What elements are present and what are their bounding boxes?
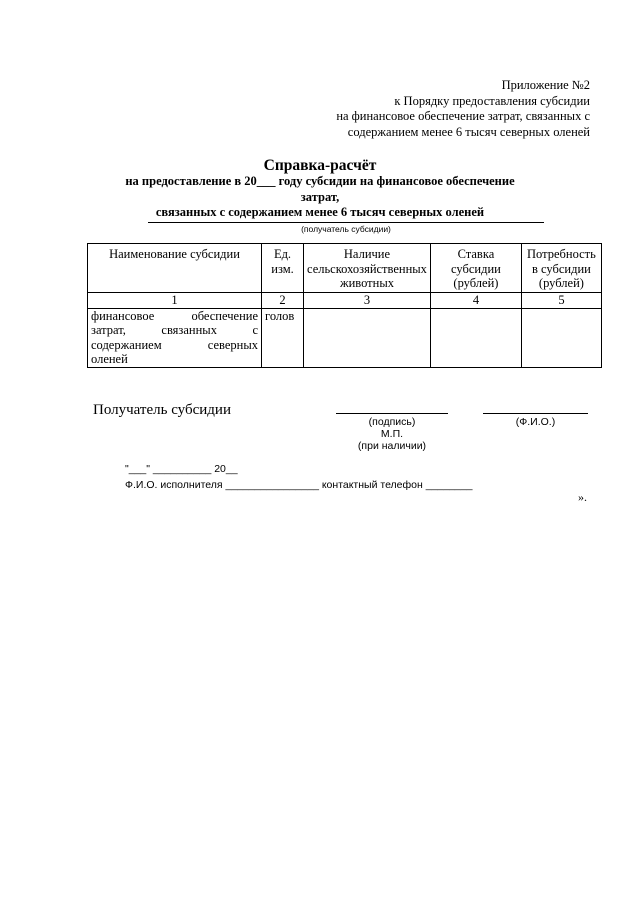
subsidy-name-line: затрат, связанных с bbox=[91, 323, 258, 337]
unit-cell: голов bbox=[262, 308, 304, 367]
appendix-line: содержанием менее 6 тысяч северных оленей bbox=[347, 124, 590, 139]
end-mark: ». bbox=[578, 490, 587, 504]
executor-line bbox=[125, 479, 472, 491]
document-subtitle bbox=[120, 174, 520, 221]
table-header-row bbox=[88, 244, 602, 293]
fio-blank-line bbox=[483, 413, 588, 414]
appendix-line: на финансовое обеспечение затрат, связанных с bbox=[336, 109, 590, 123]
availability-cell bbox=[304, 308, 431, 367]
table-row bbox=[88, 308, 602, 367]
phone-blank: ________ bbox=[425, 479, 473, 491]
calculation-table bbox=[87, 243, 602, 368]
subsidy-name-line: оленей bbox=[91, 352, 128, 366]
column-number: 1 bbox=[88, 293, 262, 309]
subsidy-recipient-label: Получатель субсидии bbox=[93, 402, 231, 418]
header-need: Потребность в субсидии (рублей) bbox=[521, 244, 601, 293]
subtitle-line: на предоставление в 20___ году субсидии на финансовое обеспечение затрат, bbox=[125, 174, 515, 204]
appendix-line: к Порядку предоставления субсидии bbox=[394, 93, 590, 108]
document-title: Справка-расчёт bbox=[263, 157, 377, 174]
recipient-caption: (получатель субсидии) bbox=[301, 224, 391, 234]
appendix-reference bbox=[290, 78, 590, 140]
subsidy-name-line: содержанием северных bbox=[91, 337, 258, 352]
fio-caption: (Ф.И.О.) bbox=[515, 416, 556, 428]
column-number: 5 bbox=[521, 293, 601, 309]
subsidy-name-line: финансовое обеспечение bbox=[91, 308, 258, 323]
phone-label: контактный телефон bbox=[321, 479, 423, 491]
header-subsidy-name: Наименование субсидии bbox=[88, 244, 262, 293]
signature-blank-line bbox=[336, 413, 448, 414]
recipient-blank-line bbox=[148, 222, 544, 223]
header-availability: Наличие сельскохозяйственных животных bbox=[304, 244, 431, 293]
column-number: 2 bbox=[262, 293, 304, 309]
header-rate: Ставка субсидии (рублей) bbox=[430, 244, 521, 293]
executor-blank: ________________ bbox=[225, 479, 319, 491]
column-number: 4 bbox=[430, 293, 521, 309]
signature-caption: (подпись) bbox=[368, 416, 416, 428]
stamp-caption: М.П. bbox=[380, 428, 404, 440]
stamp-note: (при наличии) bbox=[357, 440, 427, 452]
subsidy-name-cell bbox=[88, 308, 262, 367]
need-cell bbox=[521, 308, 601, 367]
column-number: 3 bbox=[304, 293, 431, 309]
rate-cell bbox=[430, 308, 521, 367]
subtitle-line: связанных с содержанием менее 6 тысяч северных оленей bbox=[155, 205, 485, 219]
appendix-line: Приложение №2 bbox=[501, 78, 590, 92]
date-line: "___" __________ 20__ bbox=[125, 463, 238, 475]
executor-label: Ф.И.О. исполнителя bbox=[125, 479, 223, 491]
table-number-row bbox=[88, 293, 602, 309]
header-unit: Ед. изм. bbox=[262, 244, 304, 293]
